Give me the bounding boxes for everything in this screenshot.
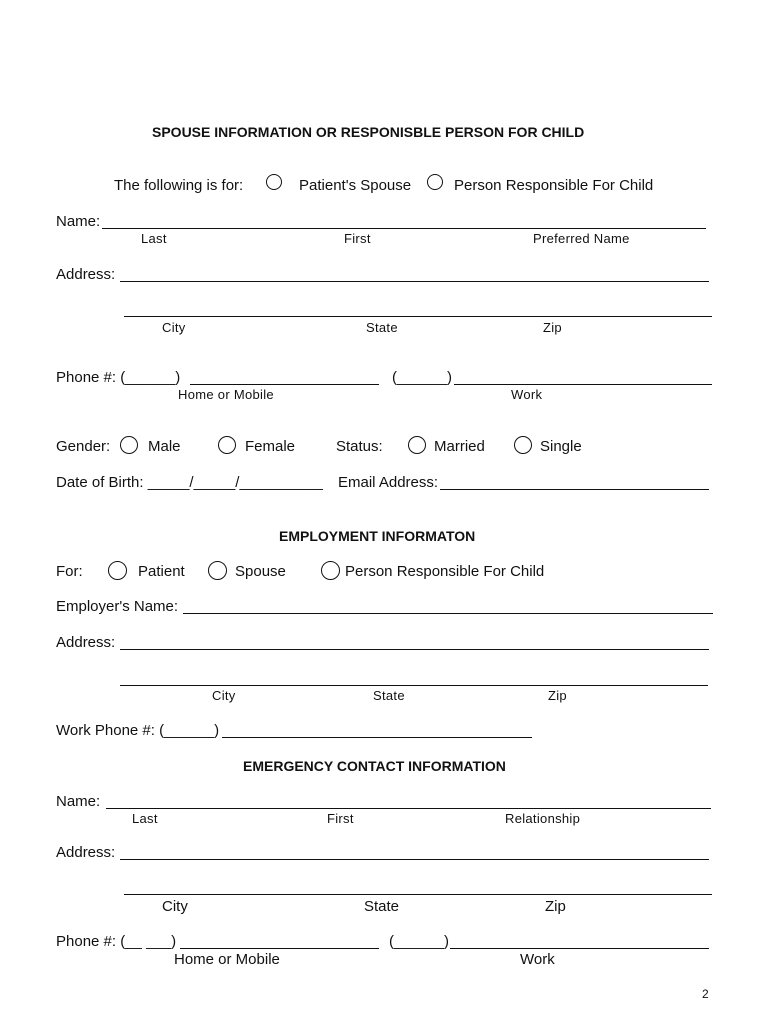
sub-label-first: First <box>344 231 371 246</box>
emergency-name-field[interactable] <box>106 808 711 809</box>
radio-married[interactable] <box>408 436 426 454</box>
radio-person-responsible[interactable] <box>427 174 443 190</box>
opt-single-label: Single <box>540 438 582 455</box>
radio-female[interactable] <box>218 436 236 454</box>
spouse-phone-label: Phone #: (______) <box>56 369 181 386</box>
opt-employment-responsible-label: Person Responsible For Child <box>345 563 545 580</box>
work-phone-field[interactable] <box>222 737 532 738</box>
emergency-sub-first: First <box>327 811 354 826</box>
employment-for-label: For: <box>56 563 83 580</box>
employment-sub-zip: Zip <box>548 688 567 703</box>
employment-sub-city: City <box>212 688 236 703</box>
opt-male-label: Male <box>148 438 181 455</box>
emergency-address-label: Address: <box>56 844 116 861</box>
status-label: Status: <box>336 438 383 455</box>
employment-address-label: Address: <box>56 634 116 651</box>
spouse-address-label: Address: <box>56 266 116 283</box>
email-label: Email Address: <box>338 474 439 491</box>
opt-female-label: Female <box>245 438 296 455</box>
emergency-work-phone-field[interactable] <box>450 948 709 949</box>
emergency-work-area-code: (______) <box>389 933 450 950</box>
employer-name-field[interactable] <box>183 613 713 614</box>
emergency-sub-state: State <box>364 898 400 915</box>
page-number: 2 <box>702 987 709 1001</box>
employer-name-label: Employer's Name: <box>56 598 179 615</box>
sub-label-city: City <box>162 320 186 335</box>
employment-address-line2-field[interactable] <box>120 685 708 686</box>
emergency-name-label: Name: <box>56 793 101 810</box>
emergency-sub-zip: Zip <box>545 898 566 915</box>
employment-address-field[interactable] <box>120 649 709 650</box>
spouse-heading: SPOUSE INFORMATION OR RESPONISBLE PERSON FOR CHILD <box>152 124 585 140</box>
spouse-work-area-code: (______) <box>392 369 453 386</box>
sub-label-preferred-name: Preferred Name <box>533 231 630 246</box>
emergency-sub-work: Work <box>520 951 555 968</box>
emergency-phone-label: Phone #: (__ ___) <box>56 933 177 950</box>
emergency-address-field[interactable] <box>120 859 709 860</box>
opt-patients-spouse-label: Patient's Spouse <box>299 177 412 194</box>
sub-label-state: State <box>366 320 398 335</box>
radio-employment-patient[interactable] <box>108 561 127 580</box>
opt-patient-label: Patient <box>138 563 185 580</box>
spouse-address-line2-field[interactable] <box>124 316 712 317</box>
sub-label-last: Last <box>141 231 167 246</box>
gender-label: Gender: <box>56 438 111 455</box>
email-field[interactable] <box>440 489 709 490</box>
spouse-address-field[interactable] <box>120 281 709 282</box>
emergency-home-phone-field[interactable] <box>180 948 379 949</box>
spouse-work-phone-field[interactable] <box>454 384 712 385</box>
emergency-sub-last: Last <box>132 811 158 826</box>
opt-married-label: Married <box>434 438 485 455</box>
sub-label-home-mobile: Home or Mobile <box>178 387 274 402</box>
emergency-sub-home-mobile: Home or Mobile <box>174 951 280 968</box>
employment-heading: EMPLOYMENT INFORMATON <box>279 528 476 544</box>
radio-male[interactable] <box>120 436 138 454</box>
radio-employment-spouse[interactable] <box>208 561 227 580</box>
emergency-address-line2-field[interactable] <box>124 894 712 895</box>
dob-field[interactable]: Date of Birth: _____/_____/__________ <box>56 474 323 491</box>
spouse-name-field[interactable] <box>102 228 706 229</box>
spouse-for-label: The following is for: <box>114 177 244 194</box>
sub-label-zip: Zip <box>543 320 562 335</box>
spouse-name-label: Name: <box>56 213 101 230</box>
work-phone-label: Work Phone #: (______) <box>56 722 220 739</box>
emergency-heading: EMERGENCY CONTACT INFORMATION <box>243 758 506 774</box>
radio-patients-spouse[interactable] <box>266 174 282 190</box>
radio-single[interactable] <box>514 436 532 454</box>
emergency-sub-relationship: Relationship <box>505 811 581 826</box>
spouse-home-phone-field[interactable] <box>190 384 379 385</box>
emergency-sub-city: City <box>162 898 188 915</box>
opt-employment-spouse-label: Spouse <box>235 563 286 580</box>
opt-person-responsible-label: Person Responsible For Child <box>454 177 654 194</box>
sub-label-work: Work <box>511 387 543 402</box>
employment-sub-state: State <box>373 688 405 703</box>
radio-employment-responsible[interactable] <box>321 561 340 580</box>
